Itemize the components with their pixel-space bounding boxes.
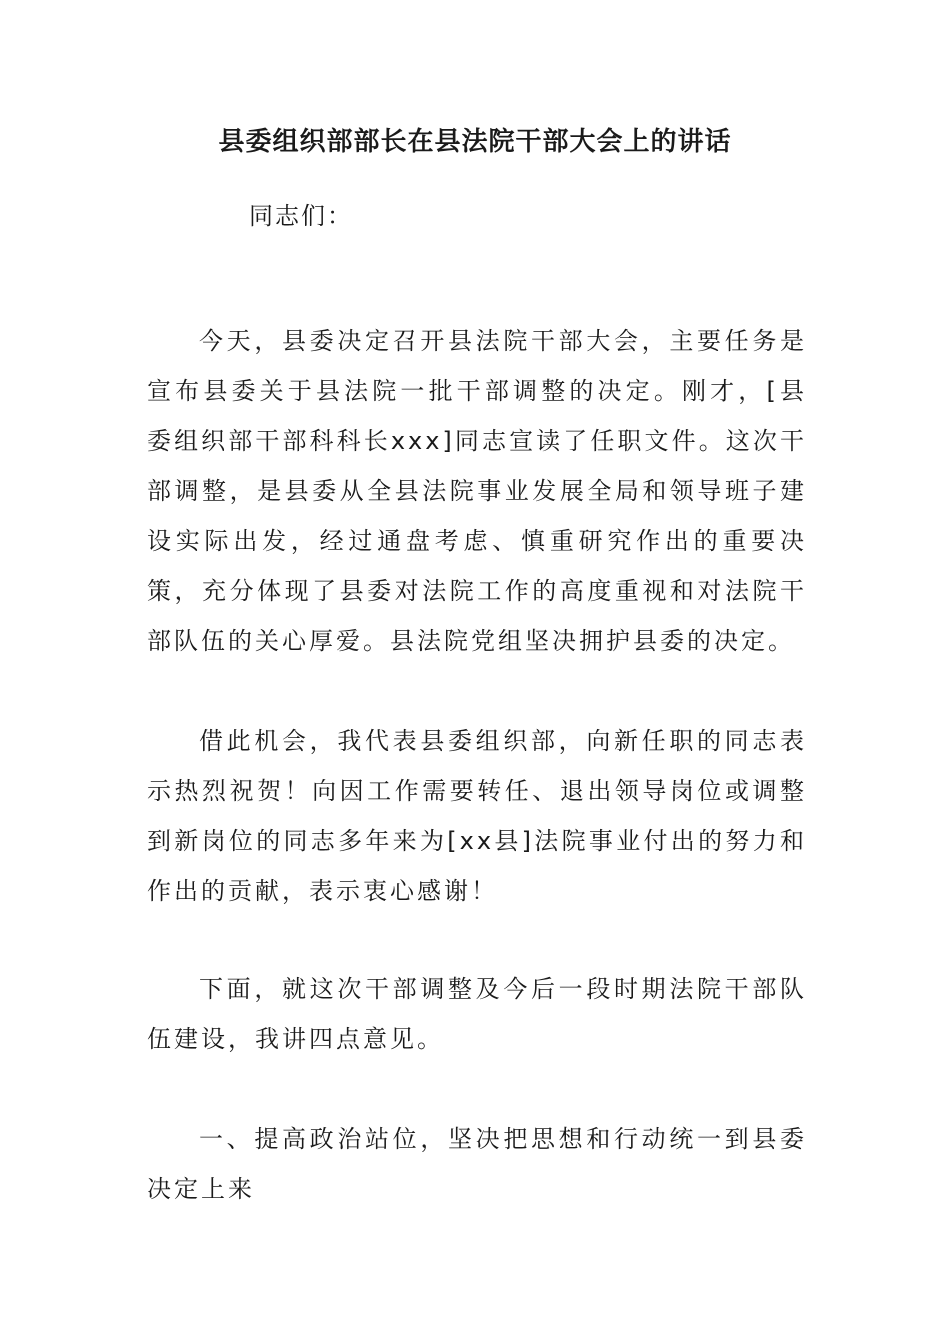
paragraph-opening: 今天，县委决定召开县法院干部大会，主要任务是宣布县委关于县法院一批干部调整的决定。刚才，[县委组织部干部科科长xxx]同志宣读了任职文件。这次干部调整，是县委从全县法院事业发展全局和领导班子建设实际出发，经过通盘考虑、慎重研究作出的重要决策，充分体现了县委对法院工作的高度重视和对法院干部队伍的关心厚爱。县法院党组坚决拥护县委的决定。 bbox=[147, 327, 807, 655]
section-heading-one: 一、提高政治站位，坚决把思想和行动统一到县委决定上来 bbox=[147, 1125, 807, 1203]
document-title: 县委组织部部长在县法院干部大会上的讲话 bbox=[218, 127, 732, 157]
paragraph-outline: 下面，就这次干部调整及今后一段时期法院干部队伍建设，我讲四点意见。 bbox=[147, 975, 807, 1053]
paragraph-congratulations: 借此机会，我代表县委组织部，向新任职的同志表示热烈祝贺！向因工作需要转任、退出领导岗位或调整到新岗位的同志多年来为[xx县]法院事业付出的努力和作出的贡献，表示衷心感谢！ bbox=[147, 727, 807, 905]
greeting-line: 同志们： bbox=[249, 202, 353, 230]
